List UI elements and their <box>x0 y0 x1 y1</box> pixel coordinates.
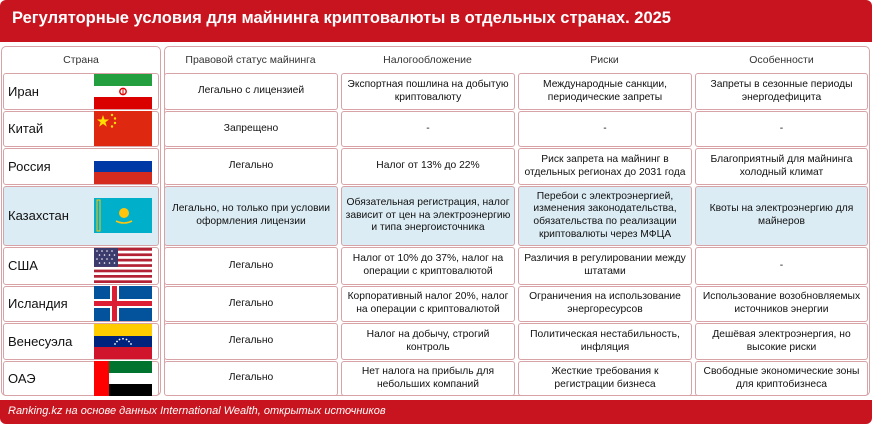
china-flag-icon <box>94 111 152 146</box>
features-cell: Благоприятный для майнинга холодный климат <box>695 148 868 185</box>
risks-cell: Различия в регулировании между штатами <box>518 247 692 285</box>
status-cell: Легально с лицензией <box>164 73 338 110</box>
tax-cell: Налог на добычу, строгий контроль <box>341 323 515 360</box>
header-risks: Риски <box>590 54 619 66</box>
features-cell: Использование возобновляемых источников энергии <box>695 286 868 322</box>
iceland-flag-icon <box>94 286 152 321</box>
country-name: ОАЭ <box>8 371 36 386</box>
status-cell: Легально <box>164 247 338 285</box>
risks-cell: Риск запрета на майнинг в отдельных регионах до 2031 года <box>518 148 692 185</box>
venezuela-flag-icon <box>94 324 152 359</box>
tax-cell: Налог от 13% до 22% <box>341 148 515 185</box>
status-cell: Запрещено <box>164 111 338 147</box>
features-cell: Дешёвая электроэнергия, но высокие риски <box>695 323 868 360</box>
kazakhstan-flag-icon <box>94 198 152 233</box>
header-status: Правовой статус майнинга <box>185 54 316 66</box>
country-name: Иран <box>8 84 39 99</box>
status-cell: Легально <box>164 323 338 360</box>
features-cell: Квоты на электроэнергию для майнеров <box>695 186 868 246</box>
risks-cell: Перебои с электроэнергией, изменения законодательства, обязательства по реализации криптовалюты через МФЦА <box>518 186 692 246</box>
header-country: Страна <box>63 54 99 66</box>
tax-cell: Нет налога на прибыль для небольших компаний <box>341 361 515 396</box>
risks-cell: Ограничения на использование энергоресурсов <box>518 286 692 322</box>
uae-flag-icon <box>94 361 152 396</box>
country-name: США <box>8 258 38 273</box>
tax-cell: Экспортная пошлина на добытую криптовалюту <box>341 73 515 110</box>
features-cell: Свободные экономические зоны для криптобизнеса <box>695 361 868 396</box>
status-cell: Легально <box>164 148 338 185</box>
country-name: Исландия <box>8 296 68 311</box>
title-bar <box>0 0 872 42</box>
russia-flag-icon <box>94 149 152 184</box>
risks-cell: Жесткие требования к регистрации бизнеса <box>518 361 692 396</box>
source-footer <box>0 400 872 424</box>
features-cell: - <box>695 247 868 285</box>
source-note: Ranking.kz на основе данных International Wealth, открытых источников <box>8 405 386 417</box>
risks-cell: - <box>518 111 692 147</box>
status-cell: Легально <box>164 286 338 322</box>
tax-cell: - <box>341 111 515 147</box>
tax-cell: Корпоративный налог 20%, налог на операции с криптовалютой <box>341 286 515 322</box>
risks-cell: Международные санкции, периодические запреты <box>518 73 692 110</box>
risks-cell: Политическая нестабильность, инфляция <box>518 323 692 360</box>
iran-flag-icon <box>94 74 152 109</box>
tax-cell: Обязательная регистрация, налог зависит от цен на электроэнергию и типа энергоисточника <box>341 186 515 246</box>
status-cell: Легально, но только при условии оформления лицензии <box>164 186 338 246</box>
page-title: Регуляторные условия для майнинга криптовалюты в отдельных странах. 2025 <box>12 9 671 27</box>
header-features: Особенности <box>749 54 814 66</box>
features-cell: Запреты в сезонные периоды энергодефицита <box>695 73 868 110</box>
country-name: Китай <box>8 121 44 136</box>
country-name: Россия <box>8 159 51 174</box>
header-tax: Налогообложение <box>383 54 472 66</box>
country-name: Казахстан <box>8 208 69 223</box>
country-name: Венесуэла <box>8 334 73 349</box>
status-cell: Легально <box>164 361 338 396</box>
features-cell: - <box>695 111 868 147</box>
usa-flag-icon <box>94 248 152 283</box>
tax-cell: Налог от 10% до 37%, налог на операции с криптовалютой <box>341 247 515 285</box>
